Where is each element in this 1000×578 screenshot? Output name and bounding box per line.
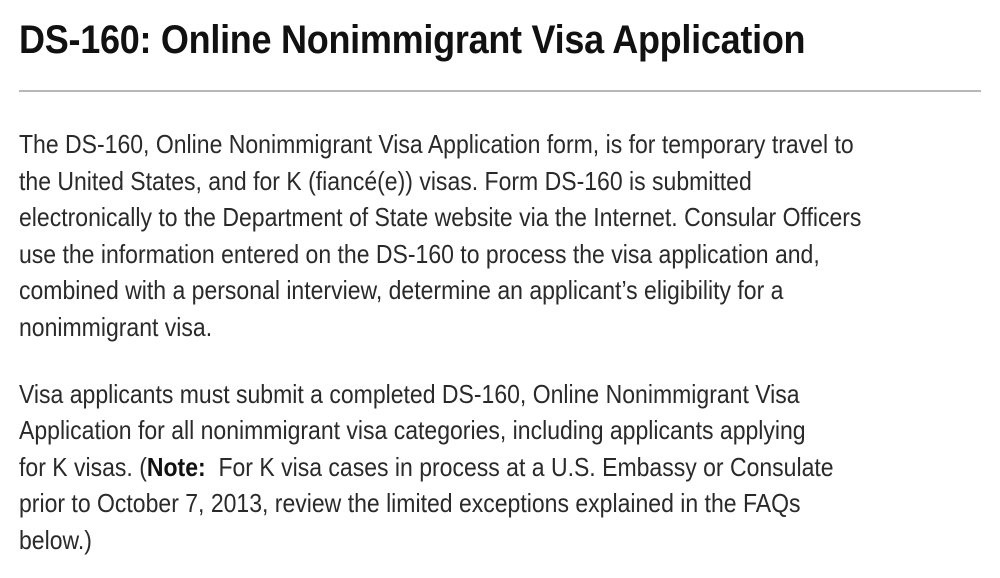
requirement-line: Visa applicants must submit a completed DS-160, Online Nonimmigrant Visa	[19, 378, 800, 409]
requirement-line: Application for all nonimmigrant visa categories, including applicants applying	[19, 415, 806, 446]
requirement-text: for K visas. (	[19, 451, 147, 482]
requirement-line	[19, 449, 975, 486]
intro-line: the United States, and for K (fiancé(e)) visas. Form DS-160 is submitted	[19, 165, 752, 196]
intro-line: The DS-160, Online Nonimmigrant Visa Application form, is for temporary travel to	[19, 129, 854, 159]
page-title: DS-160: Online Nonimmigrant Visa Application	[19, 18, 806, 62]
intro-line: use the information entered on the DS-160 to process the visa application and,	[19, 238, 820, 269]
requirement-line: below.)	[19, 524, 92, 555]
title-divider	[19, 90, 981, 92]
note-text: For K visa cases in process at a U.S. Embassy or Consulate	[205, 451, 834, 482]
intro-line: combined with a personal interview, determine an applicant’s eligibility for a	[19, 275, 784, 306]
intro-line: nonimmigrant visa.	[19, 311, 213, 342]
intro-line: electronically to the Department of State website via the Internet. Consular Officers	[19, 202, 862, 233]
requirement-paragraph	[19, 376, 975, 559]
requirement-line: prior to October 7, 2013, review the limited exceptions explained in the FAQs	[19, 488, 801, 519]
intro-paragraph	[19, 126, 975, 346]
note-label: Note:	[146, 451, 206, 482]
